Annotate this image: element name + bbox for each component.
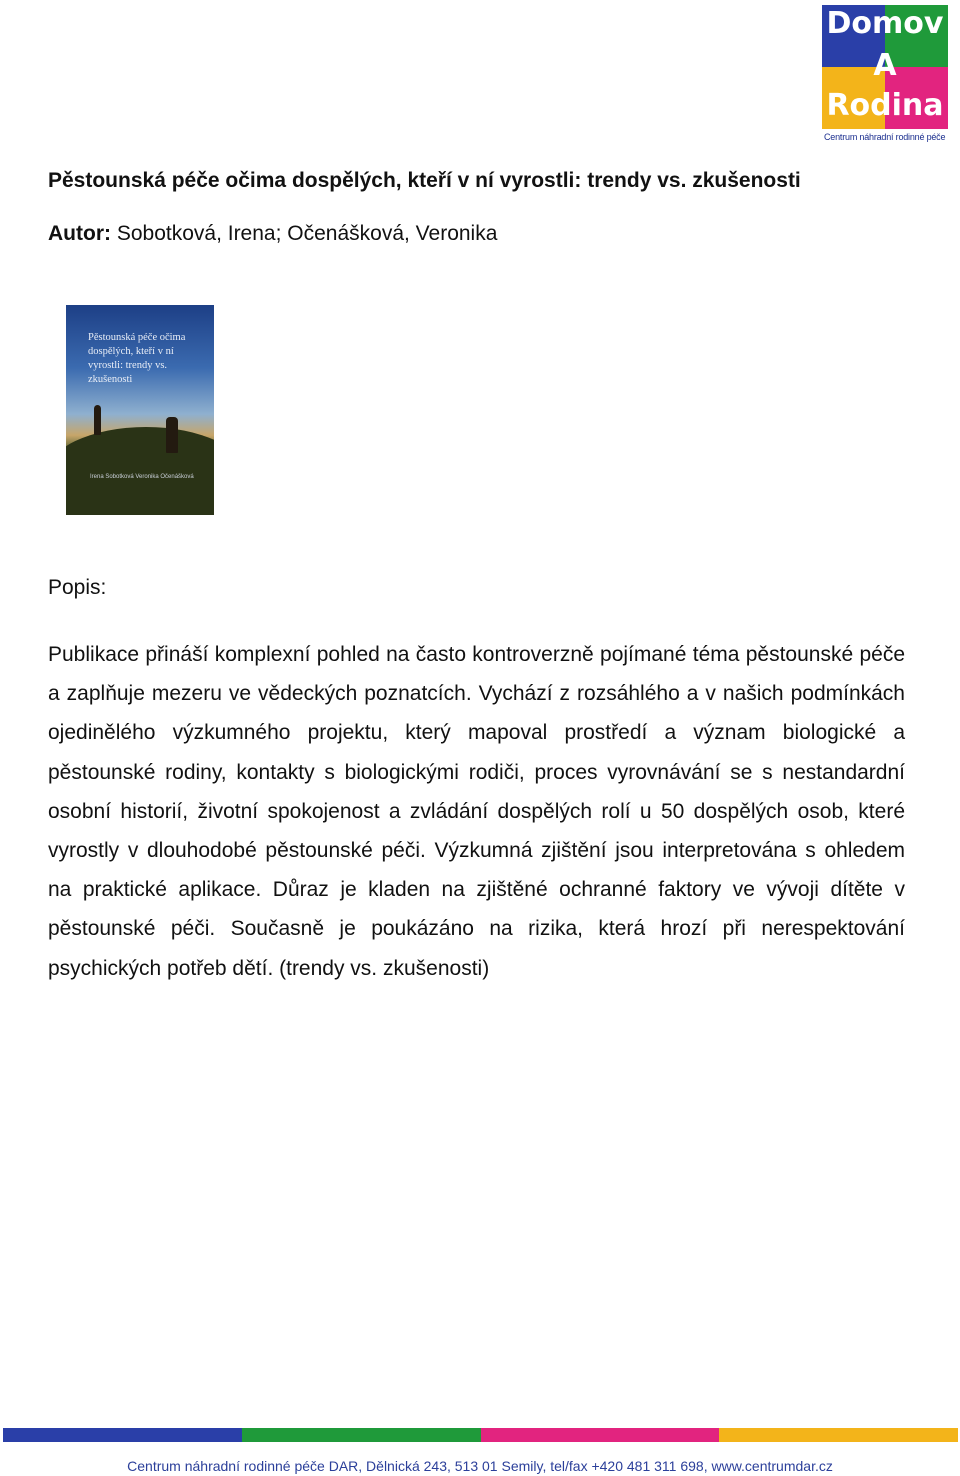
stripe-pink [481,1428,720,1442]
logo [822,5,950,143]
cover-hill [66,427,214,515]
author-names: Sobotková, Irena; Očenášková, Veronika [116,222,498,245]
cover-authors: Irena Sobotková Veronika Očenášková [90,474,194,480]
document-title: Pěstounská péče očima dospělých, kteří v ní vyrostli: trendy vs. zkušenosti [48,169,801,192]
footer-color-stripe [3,1428,958,1442]
stripe-green [242,1428,481,1442]
cover-title: Pěstounská péče očima dospělých, kteří v ní vyrostli: trendy vs. zkušenosti [88,332,186,385]
logo-caption: Centrum náhradní rodinné péče [824,132,946,142]
book-cover-image [66,305,214,515]
stripe-yellow [719,1428,958,1442]
author-label: Autor: [48,222,111,245]
cover-figure-left [94,405,101,435]
description-label: Popis: [48,576,107,599]
logo-word-rodina: Rodina [826,88,944,123]
description-text: Publikace přináší komplexní pohled na často kontroverzně pojímané téma pěstounské péče a zaplňuje mezeru ve vědeckých poznatcích. Vychází z rozsáhlého a v našich podmínkách ojedinělého výzkumného projektu, který mapoval prostředí a význam biologické a pěstounské rodiny, kontakty s biologickými rodiči, proces vyrovnávání se s nestandardní osobní historií, životní spokojenost a zvládání dospělých rolí u 50 dospělých osob, které vyrostly v dlouhodobé pěstounské péči. Výzkumná zjištění jsou interpretována s ohledem na praktické aplikace. Důraz je kladen na zjištěné ochranné faktory ve vývoji dítěte v pěstounské péči. Současně je poukázáno na rizika, která hrozí při nerespektování psychických potřeb dětí. (trendy vs. zkušenosti) [48,643,905,980]
logo-word-domov: Domov [826,6,944,41]
footer-contact: Centrum náhradní rodinné péče DAR, Dělnická 243, 513 01 Semily, tel/fax +420 481 311 698, www.centrumdar.cz [127,1458,833,1474]
cover-figure-right [166,417,178,453]
logo-mark [822,5,948,129]
author-line [48,222,497,246]
logo-word-a: A [873,48,897,83]
stripe-blue [3,1428,242,1442]
